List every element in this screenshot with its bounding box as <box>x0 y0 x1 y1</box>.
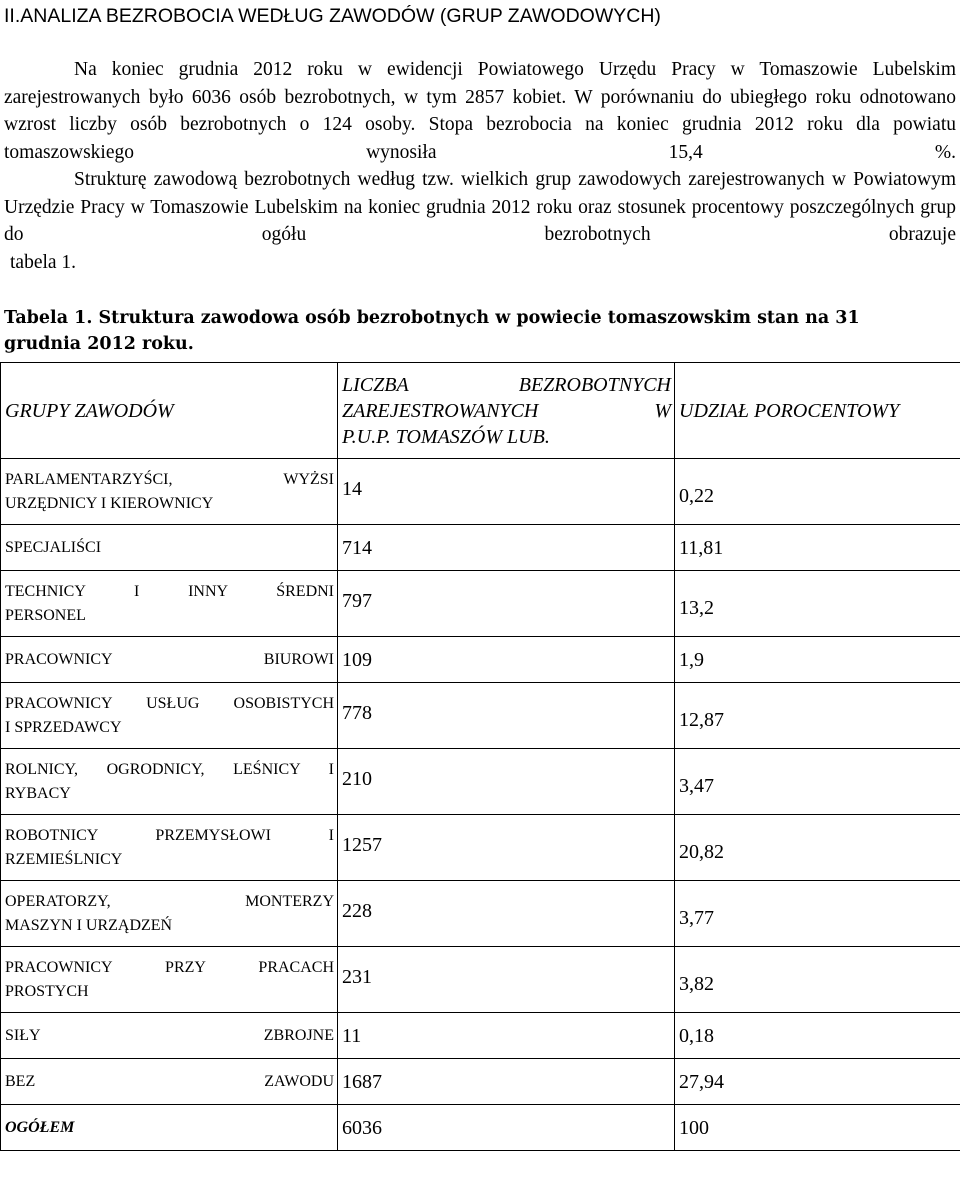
table-caption: Tabela 1. Struktura zawodowa osób bezrobotnych w powiecie tomaszowskim stan na 31 grudnia 2012 roku. <box>4 308 860 354</box>
paragraph-structure-intro: Strukturę zawodową bezrobotnych według tzw. wielkich grup zawodowych zarejestrowanych w Powiatowym Urzędzie Pracy w Tomaszowie Lubelskim na koniec grudnia 2012 roku oraz stosunek procentowy poszczególnych grup do ogółu bezrobotnych obrazuje <box>4 169 956 245</box>
percentage-share: 27,94 <box>679 1070 724 1093</box>
registered-count: 797 <box>342 589 372 612</box>
registered-count: 11 <box>342 1024 362 1047</box>
occupation-table <box>0 362 960 1151</box>
registered-count: 228 <box>342 899 372 922</box>
table-row <box>1 947 960 1013</box>
percentage-share: 13,2 <box>679 596 714 619</box>
registered-count: 1257 <box>342 833 382 856</box>
occupation-name: TECHNICY I INNY ŚREDNI PERSONEL <box>5 582 334 624</box>
table-total-row <box>1 1105 960 1151</box>
paragraph-table-reference: tabela 1. <box>10 251 77 273</box>
occupation-name: SPECJALIŚCI <box>5 538 102 556</box>
table-row <box>1 683 960 749</box>
table-row <box>1 815 960 881</box>
table-row <box>1 637 960 683</box>
header-registered-count <box>338 363 675 459</box>
percentage-share: 3,77 <box>679 906 714 929</box>
registered-count: 109 <box>342 648 372 671</box>
occupation-name: PRACOWNICY BIUROWI <box>5 650 334 668</box>
occupation-name: PARLAMENTARZYŚCI, WYŻSI URZĘDNICY I KIEROWNICY <box>5 470 334 512</box>
table-row <box>1 525 960 571</box>
occupation-name: OPERATORZY, MONTERZY MASZYN I URZĄDZEŃ <box>5 892 334 934</box>
total-share: 100 <box>679 1116 709 1139</box>
table-row <box>1 1013 960 1059</box>
header-registered-count-line-1: LICZBA BEZROBOTNYCH ZAREJESTROWANYCH W <box>342 373 671 422</box>
percentage-share: 12,87 <box>679 708 724 731</box>
percentage-share: 0,22 <box>679 484 714 507</box>
occupation-name: SIŁY ZBROJNE <box>5 1026 334 1044</box>
table-row <box>1 1059 960 1105</box>
header-registered-count-line-2: P.U.P. TOMASZÓW LUB. <box>342 425 550 448</box>
table-row <box>1 881 960 947</box>
table-header-row <box>1 363 960 459</box>
percentage-share: 3,82 <box>679 972 714 995</box>
registered-count: 210 <box>342 767 372 790</box>
table-row <box>1 571 960 637</box>
occupation-name: PRACOWNICY USŁUG OSOBISTYCH I SPRZEDAWCY <box>5 694 334 736</box>
occupation-name: BEZ ZAWODU <box>5 1072 334 1090</box>
total-label: OGÓŁEM <box>5 1118 75 1136</box>
table-row <box>1 749 960 815</box>
table-row <box>1 459 960 525</box>
percentage-share: 0,18 <box>679 1024 714 1047</box>
registered-count: 714 <box>342 536 372 559</box>
occupation-name: ROBOTNICY PRZEMYSŁOWI I RZEMIEŚLNICY <box>5 826 334 868</box>
registered-count: 778 <box>342 701 372 724</box>
percentage-share: 11,81 <box>679 536 724 559</box>
percentage-share: 1,9 <box>679 648 704 671</box>
section-heading: II.ANALIZA BEZROBOCIA WEDŁUG ZAWODÓW (GRUP ZAWODOWYCH) <box>4 5 661 27</box>
paragraph-unemployment-summary: Na koniec grudnia 2012 roku w ewidencji Powiatowego Urzędu Pracy w Tomaszowie Lubelskim zarejestrowanych było 6036 osób bezrobotnych, w tym 2857 kobiet. W porównaniu do ubiegłego roku odnotowano wzrost liczby osób bezrobotnych o 124 osoby. Stopa bezrobocia na koniec grudnia 2012 roku dla powiatu tomaszowskiego wynosiła 15,4 %. <box>4 59 956 163</box>
header-percentage-share: UDZIAŁ POROCENTOWY <box>675 363 960 459</box>
percentage-share: 3,47 <box>679 774 714 797</box>
total-count: 6036 <box>342 1116 382 1139</box>
intro-text <box>4 56 956 276</box>
occupation-name: ROLNICY, OGRODNICY, LEŚNICY I RYBACY <box>5 760 334 802</box>
registered-count: 1687 <box>342 1070 382 1093</box>
percentage-share: 20,82 <box>679 840 724 863</box>
header-occupation-groups: GRUPY ZAWODÓW <box>1 363 338 459</box>
occupation-name: PRACOWNICY PRZY PRACACH PROSTYCH <box>5 958 334 1000</box>
registered-count: 14 <box>342 477 362 500</box>
registered-count: 231 <box>342 965 372 988</box>
